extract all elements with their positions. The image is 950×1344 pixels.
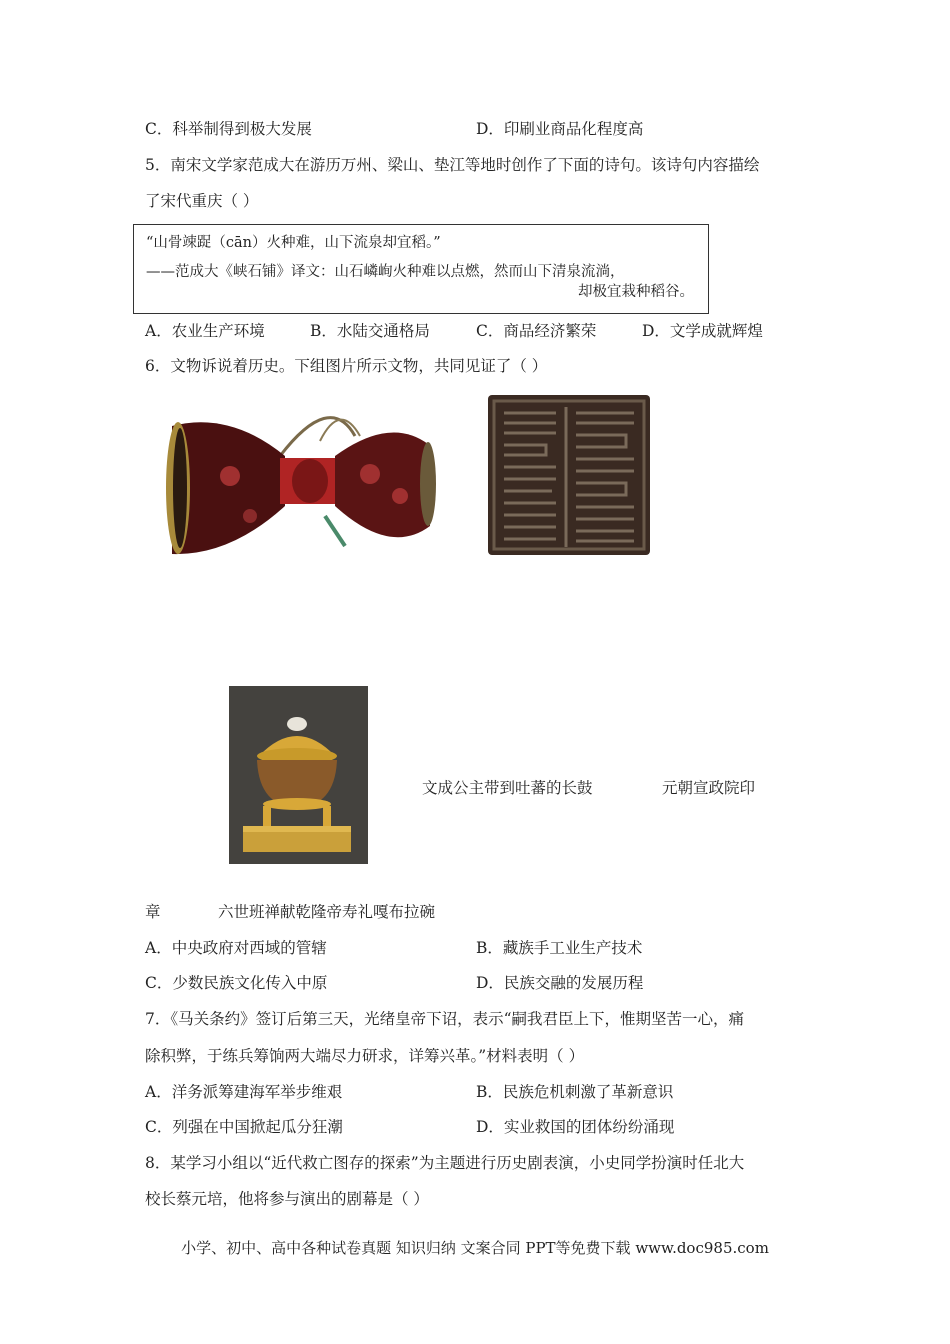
q7-stem-line2: 除积弊，于练兵筹饷两大端尽力研求，详筹兴革。”材料表明（ ） <box>145 1047 585 1065</box>
q5-option-c: C．商品经济繁荣 <box>476 322 597 340</box>
page-footer: 小学、初中、高中各种试卷真题 知识归纳 文案合同 PPT等免费下载 www.doc985.com <box>181 1239 769 1257</box>
caption-seal-end: 章 <box>145 903 161 921</box>
quote-line3: 却极宜栽种稻谷。 <box>578 284 694 300</box>
drum-image <box>160 396 437 560</box>
bowl-image <box>229 686 368 864</box>
q8-stem-line2: 校长蔡元培，他将参与演出的剧幕是（ ） <box>145 1190 429 1208</box>
q6-stem: 6．文物诉说着历史。下组图片所示文物，共同见证了（ ） <box>145 357 548 375</box>
q8-stem-line1: 8．某学习小组以“近代救亡图存的探索”为主题进行历史剧表演，小史同学扮演时任北大 <box>145 1154 745 1172</box>
q5-quote-box <box>133 224 709 314</box>
caption-bowl: 六世班禅献乾隆帝寿礼嘎布拉碗 <box>218 903 436 921</box>
q5-option-b: B．水陆交通格局 <box>310 322 430 340</box>
caption-seal: 元朝宣政院印 <box>662 779 756 797</box>
q4-option-d: D．印刷业商品化程度高 <box>476 120 644 138</box>
q5-option-a: A．农业生产环境 <box>145 322 265 340</box>
q7-option-d: D．实业救国的团体纷纷涌现 <box>476 1118 675 1136</box>
q7-stem-line1: 7．《马关条约》签订后第三天，光绪皇帝下诏，表示“嗣我君臣上下，惟期坚苦一心，痛 <box>145 1010 745 1028</box>
q7-option-a: A．洋务派筹建海军举步维艰 <box>145 1083 343 1101</box>
q7-option-b: B．民族危机刺激了革新意识 <box>476 1083 674 1101</box>
quote-line2: ——范成大《峡石铺》译文：山石嶙峋火种难以点燃，然而山下清泉流淌， <box>146 264 625 280</box>
q5-stem-line2: 了宋代重庆（ ） <box>145 192 259 210</box>
q4-option-c: C．科举制得到极大发展 <box>145 120 312 138</box>
q7-option-c: C．列强在中国掀起瓜分狂潮 <box>145 1118 343 1136</box>
q6-option-d: D．民族交融的发展历程 <box>476 974 644 992</box>
q5-option-d: D．文学成就辉煌 <box>642 322 763 340</box>
q5-stem-line1: 5．南宋文学家范成大在游历万州、梁山、垫江等地时创作了下面的诗句。该诗句内容描绘 <box>145 156 760 174</box>
q6-option-c: C．少数民族文化传入中原 <box>145 974 328 992</box>
q6-option-b: B．藏族手工业生产技术 <box>476 939 643 957</box>
caption-drum: 文成公主带到吐蕃的长鼓 <box>422 779 593 797</box>
q6-option-a: A．中央政府对西域的管辖 <box>145 939 327 957</box>
seal-image <box>486 393 652 557</box>
quote-line1: “山骨竦踀（cān）火种难，山下流泉却宜稻。” <box>146 235 441 251</box>
